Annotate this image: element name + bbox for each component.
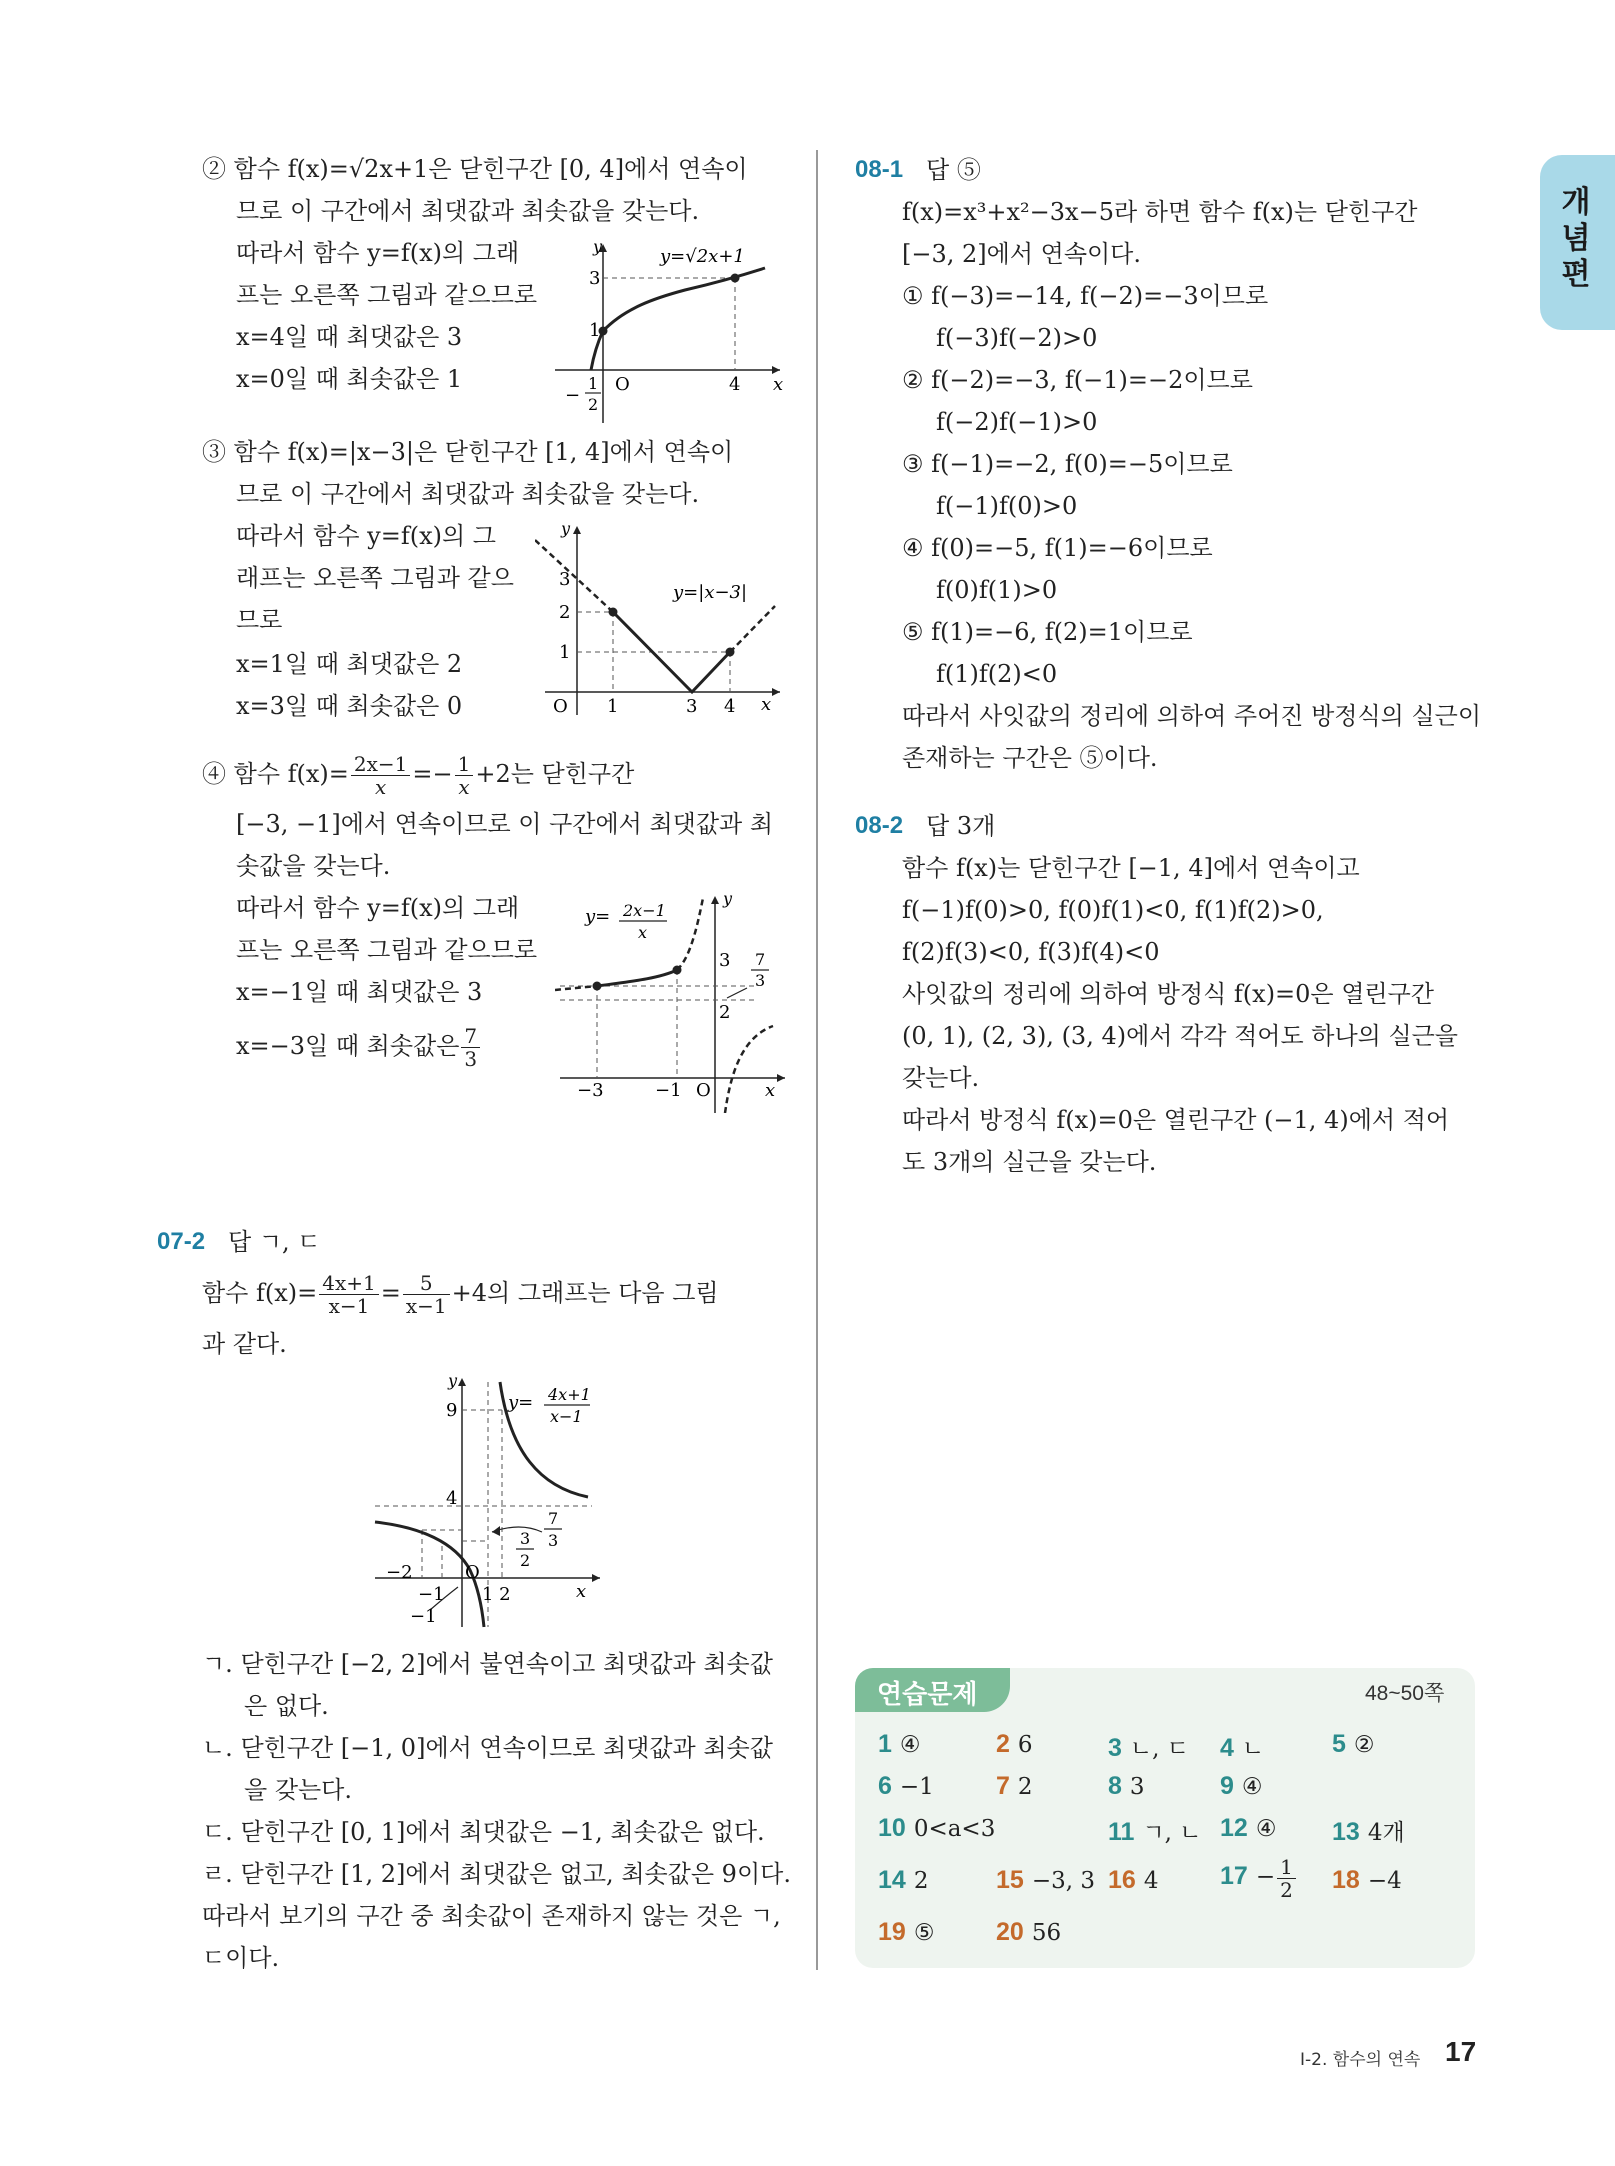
p2-line3: 따라서 함수 y=f(x)의 그래 [236,239,520,267]
q082-l6: 갖는다. [902,1064,980,1092]
svg-text:4: 4 [729,374,741,395]
q081-l4: f(−3)f(−2)>0 [936,324,1098,352]
practice-item-8: 8 3 [1108,1772,1145,1800]
svg-text:1: 1 [589,320,601,341]
p4-line5: 프는 오른쪽 그림과 같으므로 [236,936,538,964]
q081-l8: f(−1)f(0)>0 [936,492,1078,520]
svg-text:9: 9 [446,1400,458,1421]
svg-text:O: O [465,1562,480,1583]
svg-text:−1: −1 [418,1584,445,1605]
svg-text:3: 3 [589,268,601,289]
svg-text:x: x [576,1581,587,1602]
svg-text:x: x [761,694,772,715]
q072-c1: ㄷ. 닫힌구간 [0, 1]에서 최댓값은 −1, 최솟값은 없다. [202,1818,765,1846]
p3-line2: 므로 이 구간에서 최댓값과 최솟값을 갖는다. [236,480,700,508]
svg-text:−3: −3 [577,1080,604,1101]
q082-l7: 따라서 방정식 f(x)=0은 열린구간 (−1, 4)에서 적어 [902,1106,1450,1134]
p2-line2: 므로 이 구간에서 최댓값과 최솟값을 갖는다. [236,197,700,225]
svg-text:1: 1 [559,642,571,663]
q072-b2: 을 갖는다. [244,1776,352,1804]
q081-l5: ② f(−2)=−3, f(−1)=−2이므로 [902,366,1253,394]
svg-text:4x+1: 4x+1 [548,1385,591,1404]
p3-line3: 따라서 함수 y=f(x)의 그 [236,522,496,550]
practice-item-9: 9 ④ [1220,1772,1263,1800]
svg-text:2: 2 [719,1002,731,1023]
q082-l2: f(−1)f(0)>0, f(0)f(1)<0, f(1)f(2)>0, [902,896,1324,924]
svg-text:y=|x−3|: y=|x−3| [673,582,748,603]
p4-line3: 솟값을 갖는다. [236,852,391,880]
q082-l4: 사잇값의 정리에 의하여 방정식 f(x)=0은 열린구간 [902,980,1434,1008]
q072-line1: 함수 f(x)= $\frac{4x+1}{x-1}$ = $\frac{5}{x-1}$ +4의 그래프는 다음 그림 [202,1271,719,1318]
q082-answer: 답 3개 [926,812,996,840]
q072-frac1: $\frac{4x+1}{x-1}$ [319,1272,379,1317]
svg-text:O: O [553,696,568,717]
svg-text:2x−1: 2x−1 [623,901,666,920]
svg-text:7: 7 [548,1509,559,1528]
svg-text:−1: −1 [410,1606,437,1627]
q082-id: 08-2 [855,812,904,839]
q082-l3: f(2)f(3)<0, f(3)f(4)<0 [902,938,1160,966]
chapter-tab [1540,155,1615,330]
svg-text:3: 3 [520,1529,531,1548]
p4-line2: [−3, −1]에서 연속이므로 이 구간에서 최댓값과 최 [236,810,774,838]
practice-pages: 48~50쪽 [1365,1682,1445,1705]
practice-item-14: 14 2 [878,1866,929,1894]
practice-item-4: 4 ㄴ [1220,1734,1265,1762]
practice-title-badge: 연습문제 [855,1668,1010,1712]
q081-id: 08-1 [855,156,904,183]
p3-line6: x=1일 때 최댓값은 2 [236,650,463,678]
q072-frac2: $\frac{5}{x-1}$ [403,1272,450,1317]
p2-line5: x=4일 때 최댓값은 3 [236,323,463,351]
svg-text:x: x [773,374,784,395]
practice-item-20: 20 56 [996,1918,1062,1946]
q072-e2: ㄷ이다. [202,1944,280,1972]
practice-item-5: 5 ② [1332,1730,1375,1758]
svg-text:x: x [638,923,648,942]
svg-text:3: 3 [719,950,731,971]
svg-text:1: 1 [588,374,599,393]
q072-a2: 은 없다. [244,1692,329,1720]
q072-a1: ㄱ. 닫힌구간 [−2, 2]에서 불연속이고 최댓값과 최솟값 [202,1650,773,1678]
q081-l9: ④ f(0)=−5, f(1)=−6이므로 [902,534,1213,562]
chapter-tab-label: 개 념 편 [1561,185,1591,292]
q081-l13: 따라서 사잇값의 정리에 의하여 주어진 방정식의 실근이 [902,702,1482,730]
q072-answer: 답 ㄱ, ㄷ [228,1228,321,1256]
graph-hyperbola1 [555,888,790,1113]
svg-text:x−1: x−1 [550,1407,583,1426]
p4-frac1: $\frac{2x-1}{x}$ [351,753,411,798]
p2-line1: ② 함수 f(x)=√2x+1은 닫힌구간 [0, 4]에서 연속이 [202,155,748,183]
footer-chapter: Ⅰ-2. 함수의 연속 [1300,2050,1421,2070]
svg-text:3: 3 [755,971,766,990]
q081-l6: f(−2)f(−1)>0 [936,408,1098,436]
practice-item-1: 1 ④ [878,1730,921,1758]
svg-text:y=: y= [508,1392,534,1413]
svg-text:y: y [593,238,603,256]
graph-abs [535,520,785,720]
svg-text:1: 1 [607,696,619,717]
svg-text:3: 3 [686,696,698,717]
svg-text:−1: −1 [655,1080,682,1101]
q082-l5: (0, 1), (2, 3), (3, 4)에서 각각 적어도 하나의 실근을 [902,1022,1458,1050]
svg-text:3: 3 [559,569,571,590]
practice-item-18: 18 −4 [1332,1866,1402,1894]
svg-text:O: O [696,1080,711,1101]
practice-item-19: 19 ⑤ [878,1918,935,1946]
p3-line4: 래프는 오른쪽 그림과 같으 [236,564,514,592]
practice-item-16: 16 4 [1108,1866,1159,1894]
q072-e1: 따라서 보기의 구간 중 최솟값이 존재하지 않는 것은 ㄱ, [202,1902,781,1930]
q081-l14: 존재하는 구간은 ⑤이다. [902,744,1158,772]
p3-line7: x=3일 때 최솟값은 0 [236,692,463,720]
q082-l1: 함수 f(x)는 닫힌구간 [−1, 4]에서 연속이고 [902,854,1360,882]
p3-line1: ③ 함수 f(x)=|x−3|은 닫힌구간 [1, 4]에서 연속이 [202,438,734,466]
p4-line1: ④ 함수 f(x)= $\frac{2x-1}{x}$ =− $\frac{1}{x}$ +2는 닫힌구간 [202,752,635,799]
p4-line6: x=−1일 때 최댓값은 3 [236,978,483,1006]
q081-answer: 답 ⑤ [926,156,981,184]
q081-l2: [−3, 2]에서 연속이다. [902,240,1141,268]
q081-l12: f(1)f(2)<0 [936,660,1058,688]
practice-item-12: 12 ④ [1220,1814,1277,1842]
practice-item-7: 7 2 [996,1772,1033,1800]
practice-item-3: 3 ㄴ, ㄷ [1108,1734,1189,1762]
p4-frac2: $\frac{1}{x}$ [455,753,474,798]
q081-l10: f(0)f(1)>0 [936,576,1058,604]
svg-text:−: − [565,385,581,406]
svg-text:−2: −2 [386,1562,413,1583]
practice-item-15: 15 −3, 3 [996,1866,1095,1894]
practice-item-2: 2 6 [996,1730,1033,1758]
q082-l8: 도 3개의 실근을 갖는다. [902,1148,1157,1176]
practice-item-6: 6 −1 [878,1772,934,1800]
p4-line7: x=−3일 때 최솟값은 $\frac{7}{3}$ [236,1024,482,1070]
svg-text:y: y [448,1372,458,1390]
q072-b1: ㄴ. 닫힌구간 [−1, 0]에서 연속이므로 최댓값과 최솟값 [202,1734,773,1762]
svg-text:O: O [615,374,630,395]
practice-item-10: 10 0<a<3 [878,1814,996,1842]
svg-text:7: 7 [755,950,766,969]
practice-item-11: 11 ㄱ, ㄴ [1108,1818,1202,1846]
q072-id: 07-2 [157,1228,206,1255]
svg-text:x: x [765,1080,776,1101]
svg-text:4: 4 [446,1488,458,1509]
p4-frac3: $\frac{7}{3}$ [461,1025,480,1070]
page-number: 17 [1445,2036,1477,2067]
q081-l1: f(x)=x³+x²−3x−5라 하면 함수 f(x)는 닫힌구간 [902,198,1418,226]
q081-l11: ⑤ f(1)=−6, f(2)=1이므로 [902,618,1193,646]
svg-text:4: 4 [724,696,736,717]
practice-item-17: 17 − $\frac{1}{2}$ [1220,1854,1298,1901]
p3-line5: 므로 [236,606,283,634]
svg-text:2: 2 [588,395,599,414]
svg-text:2: 2 [559,602,571,623]
p2-line6: x=0일 때 최솟값은 1 [236,365,463,393]
q081-l3: ① f(−3)=−14, f(−2)=−3이므로 [902,282,1269,310]
practice-item-13: 13 4개 [1332,1818,1405,1846]
q081-l7: ③ f(−1)=−2, f(0)=−5이므로 [902,450,1233,478]
q072-line2: 과 같다. [202,1330,287,1358]
svg-text:y=: y= [585,906,611,927]
svg-text:y=√2x+1: y=√2x+1 [660,246,745,267]
q072-d1: ㄹ. 닫힌구간 [1, 2]에서 최댓값은 없고, 최솟값은 9이다. [202,1860,791,1888]
graph-sqrt [555,238,785,423]
p2-line4: 프는 오른쪽 그림과 같으므로 [236,281,538,309]
svg-text:y: y [561,520,571,538]
column-divider [816,150,818,1970]
svg-text:2: 2 [520,1551,531,1570]
svg-text:1 2: 1 2 [482,1584,511,1605]
p4-line4: 따라서 함수 y=f(x)의 그래 [236,894,520,922]
svg-text:y: y [723,889,733,908]
graph-hyperbola2 [370,1372,610,1632]
svg-text:3: 3 [548,1531,559,1550]
